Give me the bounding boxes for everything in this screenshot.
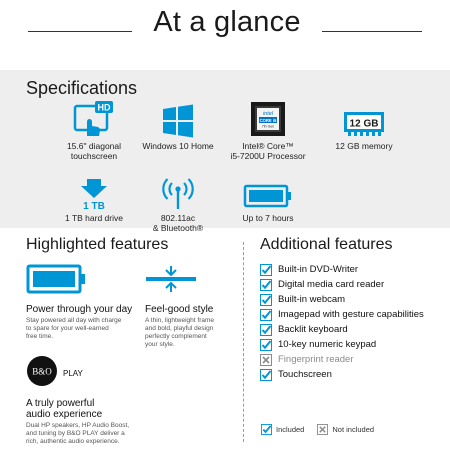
- spec-os: [128, 100, 228, 151]
- feature-audio-title: A truly powerful audio experience: [26, 398, 103, 420]
- list-item: 10-key numeric keypad: [260, 337, 424, 352]
- check-icon: [260, 369, 272, 381]
- feature-style: [145, 264, 240, 349]
- page-header: [0, 0, 450, 58]
- additional-features-list: [260, 262, 424, 382]
- feature-battery: [26, 264, 136, 341]
- legend-included-label: Included: [276, 424, 305, 434]
- intel-badge-text: intel: [262, 111, 274, 117]
- highlighted-features-heading: Highlighted features: [26, 236, 169, 253]
- spec-display-line2: touchscreen: [70, 151, 118, 161]
- gen-badge-text: 7th Gen: [261, 124, 275, 129]
- x-mark-icon: [260, 354, 272, 366]
- hd-badge-text: HD: [97, 102, 111, 113]
- check-icon: [260, 339, 272, 351]
- list-item: Digital media card reader: [260, 277, 424, 292]
- specifications-panel: [0, 70, 450, 233]
- memory-module-icon: [314, 100, 414, 138]
- battery-icon: [26, 264, 136, 299]
- check-icon: [260, 264, 272, 276]
- thin-profile-icon: [145, 264, 240, 299]
- feature-style-desc: A thin, lightweight frame and bold, playful design perfectly complement your style.: [145, 317, 215, 348]
- additional-features-heading: Additional features: [260, 236, 393, 253]
- spec-wireless: [128, 172, 228, 233]
- windows-logo-icon: [128, 100, 228, 138]
- title-divider-right: [322, 31, 422, 32]
- list-item: Built-in webcam: [260, 292, 424, 307]
- check-icon: [260, 279, 272, 291]
- feature-audio-desc: Dual HP speakers, HP Audio Boost, and tuning by B&O PLAY deliver a rich, authentic audio experience.: [26, 422, 130, 445]
- x-mark-icon: [316, 423, 328, 435]
- spec-os-line1: Windows 10 Home: [142, 141, 214, 151]
- feature-battery-desc: Stay powered all day with charge to spare for your well-earned free time.: [26, 317, 122, 340]
- list-item: Built-in DVD-Writer: [260, 262, 424, 277]
- bo-play-label: PLAY: [63, 369, 83, 378]
- column-divider: [243, 242, 244, 442]
- spec-battery-line1: Up to 7 hours: [242, 213, 294, 223]
- list-item: Fingerprint reader: [260, 352, 424, 367]
- legend-not-included-label: Not included: [332, 424, 375, 434]
- spec-memory-line1: 12 GB memory: [335, 141, 393, 151]
- check-icon: [260, 309, 272, 321]
- storage-badge-text: 1 TB: [83, 201, 105, 210]
- spec-wireless-line1: 802.11ac: [160, 213, 196, 223]
- list-item: Imagepad with gesture capabilities: [260, 307, 424, 322]
- spec-wireless-line2: & Bluetooth®: [152, 223, 204, 233]
- title-divider-left: [28, 31, 132, 32]
- check-icon: [260, 423, 272, 435]
- features-legend: [260, 423, 374, 435]
- specifications-heading: Specifications: [26, 78, 138, 98]
- spec-memory: [314, 100, 414, 151]
- spec-display-line1: 15.6" diagonal: [66, 141, 122, 151]
- feature-battery-title: Power through your day: [26, 304, 133, 315]
- feature-style-title: Feel-good style: [145, 304, 214, 315]
- bo-play-logo-icon: [26, 355, 58, 392]
- spec-storage-line1: 1 TB hard drive: [65, 213, 123, 223]
- battery-icon: [218, 172, 318, 210]
- check-icon: [260, 324, 272, 336]
- check-icon: [260, 294, 272, 306]
- memory-badge-text: 12 GB: [349, 118, 379, 130]
- list-item: Backlit keyboard: [260, 322, 424, 337]
- page-title: At a glance: [153, 6, 301, 38]
- feature-audio: [26, 355, 186, 446]
- spec-processor-line2: i5-7200U Processor: [230, 151, 306, 161]
- spec-processor-line1: Intel® Core™: [242, 141, 294, 151]
- intel-core-i5-chip-icon: [218, 100, 318, 138]
- spec-battery: [218, 172, 318, 223]
- list-item: Touchscreen: [260, 367, 424, 382]
- core-badge-text: CORE i5: [259, 117, 277, 123]
- spec-processor: [218, 100, 318, 161]
- wireless-antenna-icon: [128, 172, 228, 210]
- bo-logo-text: B&O: [32, 366, 52, 377]
